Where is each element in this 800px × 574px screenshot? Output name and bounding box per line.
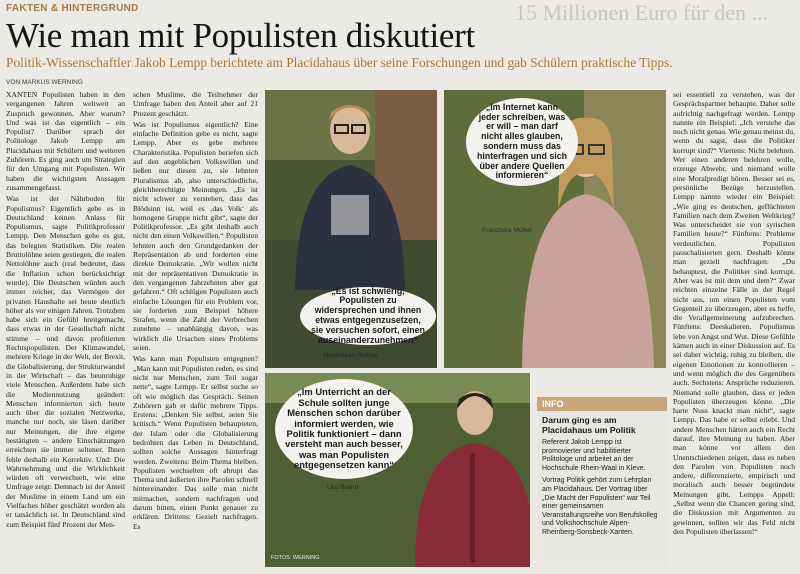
section-rubric: FAKTEN & HINTERGRUND: [6, 3, 139, 14]
body-paragraph: Was kann man Populisten entgegnen? „Man kann mit Populisten reden, es sind nicht nur Menschen, zum Teil sogar nette“, sagte Lempp. Er selbst suche so oft wie möglich das Gespräch. Seinen Zuhörern gab er dafür mehrere Tipps. Erstens: „Denken Sie selbst, seien Sie kritisch.“ Wenn Populisten behaupteten, der Islam oder die Globalisierung bedrohten das Leben in Deutschland, sollten solche Aussagen hinterfragt werden. Zweitens: Beim Thema bleiben. Populisten wechselten oft abrupt das Thema und äußerten ihre Parolen schnell hintereinander. Das solle man nicht mitmachen, sondern nachfragen und darum bitten, einen Punkt genauer zu erklären. Drittens: Gezielt nachfragen. Es: [133, 354, 258, 531]
photo-franziska: [444, 90, 666, 368]
info-paragraph-vortrag: Vortrag Politik gehört zum Lehrplan am Placidahaus. Der Vortrag über „Die Macht der Populisten“ war Teil einer gemeinsamen Veranstaltungsreihe von Berufskolleg und Volkshochschule Alpen-Rheinberg-Sonsbeck-Xanten.: [542, 477, 658, 536]
quote-leo: „Im Unterricht an der Schule sollten junge Menschen schon darüber informiert werden, wie Politik funktioniert – dann versteht man auch besser, was man Populisten entgegensetzen kann“: [275, 379, 413, 479]
info-title: Darum ging es am Placidahaus um Politik: [542, 415, 636, 435]
quote-maximilian: „Es ist schwierig, Populisten zu widersprechen und ihnen etwas entgegenzusetzen, sie versuchen sofort, einen auseinanderzunehmen“: [300, 287, 436, 345]
quote-franziska: „Im Internet kann jeder schreiben, was er will – man darf nicht alles glauben, sondern muss das hinterfragen und sich über andere Quellen informieren“: [466, 98, 578, 186]
name-franziska: Franziska Müller: [482, 227, 532, 234]
byline: VON MARKUS WERNING: [6, 79, 83, 86]
name-maximilian: Maximilian Richter: [323, 352, 379, 359]
article-column-right: [673, 90, 795, 570]
photo-leo: [265, 373, 530, 567]
intro-paragraph: XANTEN Populisten haben in den vergangenen Jahren weltweit an Zuspruch gewonnen. Aber warum? Und was ist das eigentlich – ein Populist? Darüber sprach der Politologe Jakob Lempp am Placidahaus mit Schülern und weiteren Zuhörern. Es ging auch um Strategien für den Umgang mit Populisten. Wir haben die wichtigsten Aussagen zusammengefasst.: [6, 90, 125, 192]
article-headline: Wie man mit Populisten diskutiert: [6, 16, 475, 55]
article-column-2: [133, 90, 258, 570]
info-box: [537, 397, 667, 567]
info-paragraph-referent: Referent Jakob Lempp ist promovierter und habilitierter Politologe und arbeitet an der Hochschule Rhein-Waal in Kleve.: [542, 439, 646, 472]
ghost-headline: 15 Millionen Euro für den ...: [515, 0, 768, 25]
body-paragraph: Was ist der Nährboden für Populismus? Eigentlich gebe es in Deutschland keinen Anlass für Populismus, sagte Politikprofessor Lempp. Den Menschen gehe es gut, das belegten Statistiken. Die realen Bruttolöhne seien gestiegen, die realen Nettolöhne auch (real bedeutet, dass die Inflation schon berücksichtigt wurde). Die Deutschen würden auch immer reicher, das Vermögen der privaten Haushalte sei heute deutlich höher als vor einigen Jahren. Trotzdem habe sich ein Gefühl breitgemacht, dass etwas in der Gesellschaft nicht stimme – und davon profitierten Rechtspopulisten. Der Klimawandel, mehrere Kriege in der Welt, der Brexit, die Globalisierung, der Strukturwandel in der Wirtschaft – das beunruhige viele Menschen. Außerdem habe sich die Mediennutzung geändert: Menschen informierten sich heute auch über die sozialen Netzwerke, manche nur noch, sie läsen darüber nur Meinungen, die ihre eigene bestätigten – andere Einschätzungen erreichten sie immer seltener. Ihnen fehle deshalb ein Korrektiv. Und: Die Wahrnehmung und die Wirklichkeit würden oft verwechselt, wie eine Umfrage zeigt: Demnach ist der Anteil der Muslime in einem Land um ein Vielfaches höher geschätzt worden als er tatsächlich ist. In Deutschland sind zum Beispiel fünf Prozent der Men-: [6, 194, 125, 529]
info-label: INFO: [537, 397, 667, 411]
body-paragraph: sei essentiell zu verstehen, was der Gesprächspartner behaupte. Daher solle aufrichtig nachgefragt werden. Lempp nannte ein Beispiel: „Ich verstehe das noch nicht genau. Wie genau meinst du, wenn du sagst, dass die Politiker korrupt sind?“ Viertens: Nicht belehren. Wer einen anderen belehren wolle, erzeuge Abwehr, und niemand wolle eine Moralpredigt hören. Besser sei es, persönliche Bezüge herzustellen. Lempp nannte wieder ein Beispiel: „Wie ging es deutschen, geflüchteten Familien nach dem Zweiten Weltkrieg? Was unterscheidet sie von syrischen Familien heute?“ Fünftens: Probleme verdeutlichen. Populisten pauschalisierten gern. Deshalb könne man gezielt nachfragen: „Du behauptest, die Politiker sind korrupt. Aber was ist mit dem und dem?“ Zwar reichten einzelne Fälle in der Regel nicht aus, um einen Populisten vom Gegenteil zu überzeugen, aber es helfe, die Verallgemeinerung aufzubrechen. Fünftens: Deeskalieren. Populismus lebe von Angst und Wut. Diese Gefühle kämen auch in einer Diskussion auf. Es sei daher wichtig, ruhig zu bleiben, die eigenen Emotionen zu kontrollieren – und wenn möglich die des Gegenübers auch. Sechstens: Ansprüche reduzieren. Niemand solle glauben, dass er jeden Populisten überzeugen könne. „Die harte Nuss knackt man nicht“, sagte Lempp. Das habe er selbst erlebt. Und andere Menschen hätten auch ein Recht darauf, ihre Meinung zu haben. Aber man könne vor allem den Unentschiedenen zeigen, dass es neben den Parolen von Populisten noch andere, differenzierte, empirisch und moralisch auch besser begründete Meinungen gibt, Lempps Appell: „Selbst wenn die Chancen gering sind, die Diskussion mit Argumenten zu gewinnen, sollten wir das Feld nicht den Populisten überlassen!“: [673, 90, 795, 536]
photo-credit: FOTOS: WERNING: [271, 555, 320, 561]
body-paragraph: schen Muslime, die Teilnehmer der Umfrage haben den Anteil aber auf 21 Prozent geschätzt.: [133, 90, 258, 118]
article-column-1: [6, 90, 125, 570]
name-leo: Leo Brand: [327, 484, 359, 491]
photo-maximilian: [265, 90, 437, 368]
article-subhead: Politik-Wissenschaftler Jakob Lempp berichtete am Placidahaus über seine Forschungen und gab Schülern praktische Tipps.: [6, 55, 673, 70]
body-paragraph: Was ist Populismus eigentlich? Eine einfache Definition gebe es nicht, sagte Lempp. Aber es gebe mehrere Charakteristika. Populisten beriefen sich auf den angeblichen Volkswillen und ließen nur diesen zu, sie lehnten Pluralismus ab, also unterschiedliche, gleichberechtigte Meinungen. „Es ist nicht schwer zu verstehen, dass das Blödsinn ist, weil es ‚das Volk‘ als homogene Gruppe nicht gibt“, sagte der Politikprofessor. „Es gibt deshalb auch nicht den einen Volkswillen.“ Populisten lehnten auch den Grundgedanken der Repräsentation ab und forderten eine direkte Demokratie. „Wir wollen nicht mit der repräsentativen Demokratie in den vergangenen Jahrzehnten aber gut gefahren.“ Oft schlügen Populisten auch einfache Lösungen für ein Problem vor, sie forderten zum Beispiel höhere Strafen, wenn die Zahl der Verbrechen zunehme – unabhängig davon, was wirklich die Ursachen eines Problems seien.: [133, 119, 258, 353]
